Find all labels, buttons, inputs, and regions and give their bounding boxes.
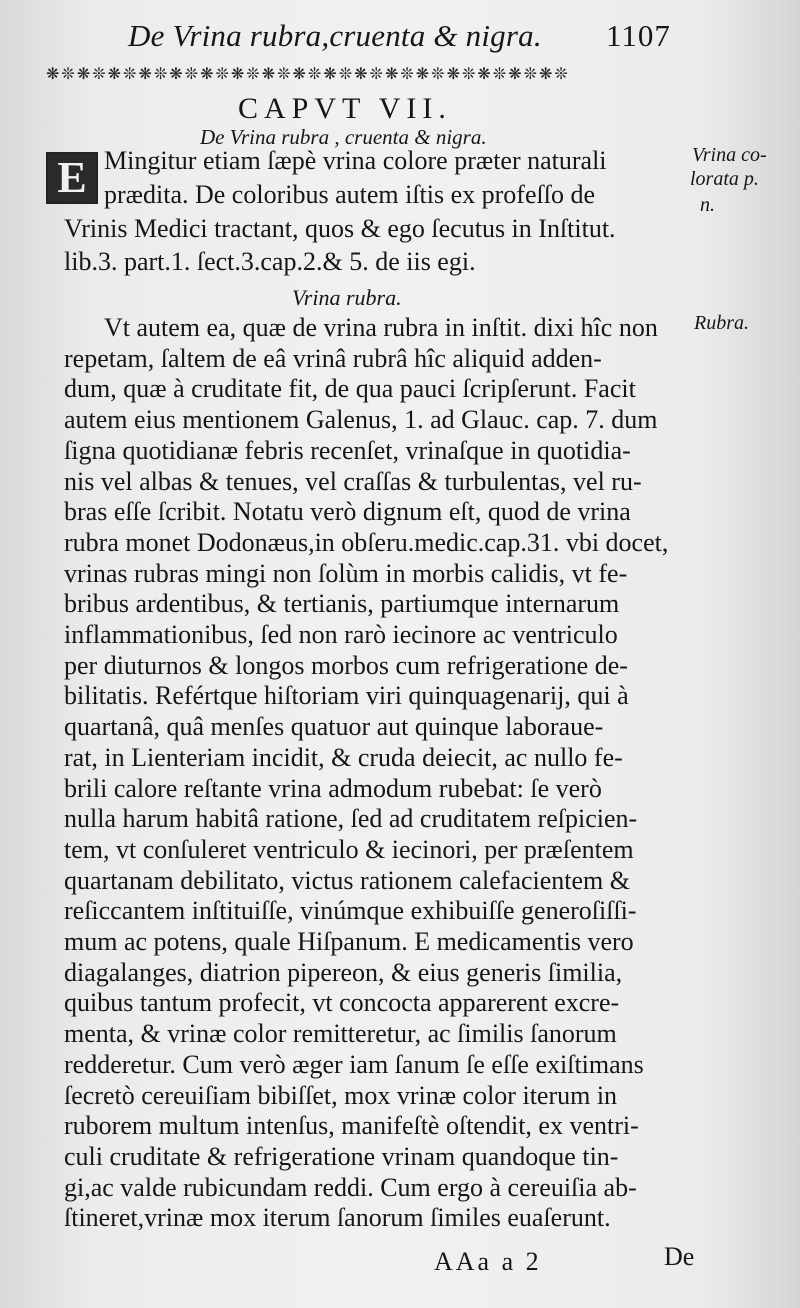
text-line: mum ac potens, quale Hiſpanum. E medicamentis vero	[64, 927, 634, 956]
text-line: ſtineret,vrinæ mox iterum ſanorum ſimiles euaſerunt.	[64, 1203, 611, 1232]
margin-note: Rubra.	[694, 312, 749, 334]
text-line: inflammationibus, ſed non rarò iecinore ac ventriculo	[64, 620, 618, 649]
decorated-initial: E	[46, 152, 98, 204]
text-line: lib.3. part.1. ſect.3.cap.2.& 5. de iis egi.	[64, 247, 476, 276]
text-line: quartanâ, quâ menſes quatuor aut quinque laborauе-	[64, 712, 604, 741]
text-line: nis vel albas & tenues, vel craſſas & turbulentas, vel ru-	[64, 467, 642, 496]
text-line: bilitatis. Refértque hiſtoriam viri quinquagenarij, qui à	[64, 681, 629, 710]
text-line: tem, vt conſuleret ventriculo & iecinori, per præſentem	[64, 835, 634, 864]
page-number: 1107	[606, 18, 671, 53]
text-line: bribus ardentibus, & tertianis, partiumque internarum	[64, 589, 620, 618]
text-line: reſiccantem inſtituiſſe, vinúmque exhibuiſſe generoſiſſi-	[64, 896, 637, 925]
text-line: nulla harum habitâ ratione, ſed ad cruditatem reſpicien-	[64, 804, 638, 833]
text-line: autem eius mentionem Galenus, 1. ad Glauc. cap. 7. dum	[64, 405, 658, 434]
text-line: gi,ac valde rubicundam reddi. Cum ergo à cereuiſia ab-	[64, 1173, 637, 1202]
text-line: repetam, ſaltem de eâ vrinâ rubrâ hîc aliquid adden-	[64, 344, 602, 373]
text-line: per diuturnos & longos morbos cum refrigeratione de-	[64, 651, 628, 680]
chapter-subtitle: De Vrina rubra , cruenta & nigra.	[200, 125, 487, 149]
text-line: prædita. De coloribus autem iſtis ex profeſſo de	[104, 180, 595, 209]
margin-note: n.	[700, 194, 715, 216]
text-line: redderetur. Cum verò æger iam ſanum ſe eſſe exiſtimans	[64, 1050, 644, 1079]
margin-note: Vrina co-	[692, 144, 767, 166]
text-line: quibus tantum profecit, vt concocta apparerent excre-	[64, 988, 620, 1017]
text-line: Vt autem ea, quæ de vrina rubra in inſtit. dixi hîc non	[104, 313, 658, 342]
section-heading: Vrina rubra.	[292, 285, 402, 310]
running-title: De Vrina rubra,cruenta & nigra.	[128, 18, 542, 53]
text-line: menta, & vrinæ color remitteretur, ac ſimilis ſanorum	[64, 1019, 617, 1048]
text-line: brili calore reſtante vrina admodum rubebat: ſe verò	[64, 774, 602, 803]
margin-note: lorata p.	[690, 168, 759, 190]
text-line: ſigna quotidianæ febris recenſet, vrinaſque in quotidia-	[64, 436, 631, 465]
text-line: quartanam debilitato, victus rationem calefacientem &	[64, 866, 630, 895]
text-line: rubra monet Dodonæus,in obſeru.medic.cap.31. vbi docet,	[64, 528, 669, 557]
text-line: bras eſſe ſcribit. Notatu verò dignum eſt, quod de vrina	[64, 497, 631, 526]
chapter-heading: CAPVT VII.	[238, 92, 452, 125]
text-line: culi cruditate & refrigeratione vrinam quandoque tin-	[64, 1142, 619, 1171]
text-line: diagalanges, diatrion pipereon, & eius generis ſimilia,	[64, 958, 623, 987]
text-line: ſecretò cereuiſiam bibiſſet, mox vrinæ color iterum in	[64, 1081, 618, 1110]
text-line: vrinas rubras mingi non ſolùm in morbis calidis, vt fe-	[64, 559, 628, 588]
text-line: dum, quæ à cruditate fit, de qua pauci ſcripſerunt. Facit	[64, 374, 636, 403]
signature-mark: AAa a 2	[434, 1247, 542, 1276]
catchword: De	[664, 1242, 695, 1271]
text-line: rat, in Lienteriam incidit, & cruda deiecit, ac nullo fe-	[64, 743, 623, 772]
text-line: ruborem multum intenſus, manifeſtè oſtendit, ex ventri-	[64, 1111, 639, 1140]
ornamental-border: ❋❊❋❊❋❊❋❊❋❊❋❊❋❊❋❊❋❊❋❊❋❊❋❊❋❊❋❊❋❊❋❊❋❊	[46, 66, 570, 83]
text-line: Vrinis Medici tractant, quos & ego ſecutus in Inſtitut.	[64, 214, 616, 243]
text-line: Mingitur etiam ſæpè vrina colore præter naturali	[104, 146, 607, 175]
